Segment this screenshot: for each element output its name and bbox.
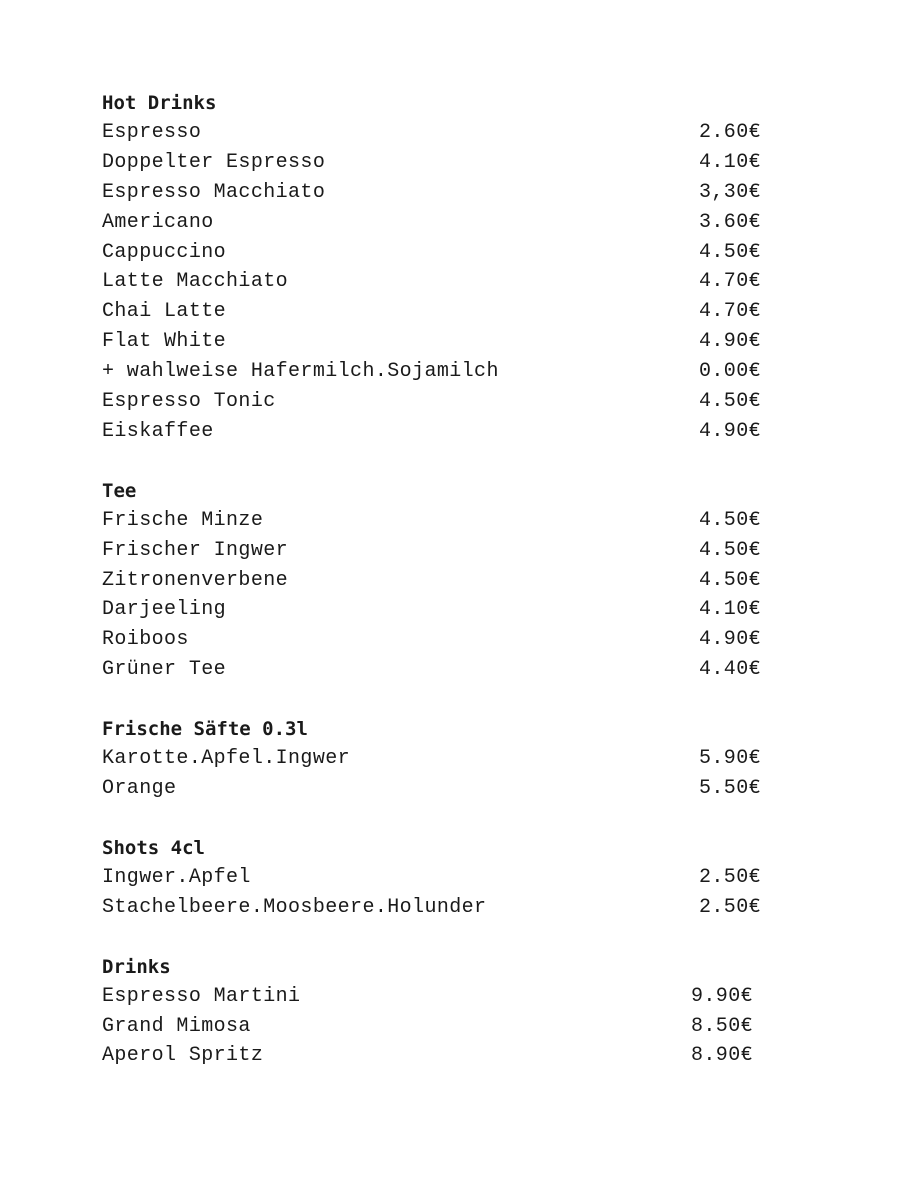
- menu-item: [102, 893, 782, 923]
- item-name: Ingwer.Apfel: [102, 865, 251, 889]
- item-price: 4.10€: [699, 598, 762, 622]
- section-title: Hot Drinks: [102, 92, 217, 114]
- item-name: Grüner Tee: [102, 658, 227, 682]
- menu-item: [102, 387, 782, 417]
- item-name: Espresso: [102, 121, 202, 144]
- item-name: Frischer Ingwer: [102, 538, 289, 562]
- item-price: 4.10€: [699, 150, 762, 174]
- item-price: 4.50€: [699, 390, 762, 414]
- item-name: Frische Minze: [102, 508, 264, 532]
- item-price: 2.60€: [699, 121, 762, 144]
- menu-item: [102, 506, 782, 536]
- menu-item: [102, 148, 782, 178]
- item-name: Stachelbeere.Moosbeere.Holunder: [102, 895, 487, 919]
- item-price: 5.50€: [699, 777, 762, 801]
- menu-item: [102, 238, 782, 268]
- menu-item: [102, 297, 782, 327]
- item-price: 4.70€: [699, 270, 762, 294]
- item-price: 3,30€: [699, 180, 762, 204]
- item-name: Chai Latte: [102, 300, 227, 324]
- menu-item: [102, 178, 782, 208]
- item-price: 5.90€: [699, 747, 762, 771]
- menu-item: [102, 267, 782, 297]
- item-price: 4.90€: [699, 419, 762, 443]
- item-name: Cappuccino: [102, 240, 227, 264]
- section-title: Drinks: [102, 955, 171, 978]
- item-name: Aperol Spritz: [102, 1044, 264, 1068]
- menu-item: [102, 536, 782, 566]
- item-name: Grand Mimosa: [102, 1014, 251, 1038]
- item-price: 4.90€: [699, 330, 762, 354]
- menu-item: [102, 417, 782, 447]
- item-price: 2.50€: [699, 865, 762, 889]
- item-name: Americano: [102, 210, 214, 234]
- item-name: Espresso Tonic: [102, 390, 276, 414]
- item-price: 0.00€: [699, 360, 762, 384]
- menu-item: [102, 1012, 782, 1042]
- menu-item: [102, 327, 782, 357]
- item-price: 9.90€: [691, 984, 754, 1008]
- item-name: Darjeeling: [102, 598, 227, 622]
- menu-item: [102, 655, 782, 685]
- item-name: Flat White: [102, 330, 227, 354]
- menu-item: [102, 118, 782, 148]
- item-price: 4.40€: [699, 658, 762, 682]
- item-name: Orange: [102, 777, 177, 801]
- item-name: Doppelter Espresso: [102, 150, 326, 174]
- menu-item: [102, 774, 782, 804]
- section-title: Shots 4cl: [102, 836, 205, 859]
- item-price: 4.50€: [699, 568, 762, 592]
- item-name: Roiboos: [102, 628, 189, 652]
- section-tee: [102, 476, 782, 685]
- section-shots: [102, 833, 782, 923]
- menu-item: [102, 566, 782, 596]
- section-title: Frische Säfte 0.3l: [102, 718, 308, 741]
- item-name: Eiskaffee: [102, 419, 214, 443]
- menu-item: [102, 357, 782, 387]
- item-price: 4.70€: [699, 300, 762, 324]
- item-name: Latte Macchiato: [102, 270, 289, 294]
- menu-item: [102, 625, 782, 655]
- section-frische-saefte: [102, 714, 782, 804]
- item-price: 4.50€: [699, 240, 762, 264]
- item-name: Karotte.Apfel.Ingwer: [102, 747, 351, 771]
- item-price: 2.50€: [699, 895, 762, 919]
- item-price: 3.60€: [699, 210, 762, 234]
- menu-item: [102, 595, 782, 625]
- menu-item: [102, 982, 782, 1012]
- item-name: + wahlweise Hafermilch.Sojamilch: [102, 360, 499, 384]
- item-price: 8.90€: [691, 1044, 754, 1068]
- menu-item: [102, 744, 782, 774]
- menu-item: [102, 208, 782, 238]
- section-title: Tee: [102, 479, 137, 502]
- item-name: Espresso Martini: [102, 984, 301, 1008]
- drinks-menu: [102, 88, 782, 1100]
- item-price: 8.50€: [691, 1014, 754, 1038]
- menu-item: [102, 1041, 782, 1071]
- item-name: Zitronenverbene: [102, 568, 289, 592]
- section-drinks: [102, 952, 782, 1072]
- item-price: 4.50€: [699, 508, 762, 532]
- menu-item: [102, 863, 782, 893]
- section-hot-drinks: [102, 88, 782, 447]
- item-name: Espresso Macchiato: [102, 180, 326, 204]
- item-price: 4.50€: [699, 538, 762, 562]
- item-price: 4.90€: [699, 628, 762, 652]
